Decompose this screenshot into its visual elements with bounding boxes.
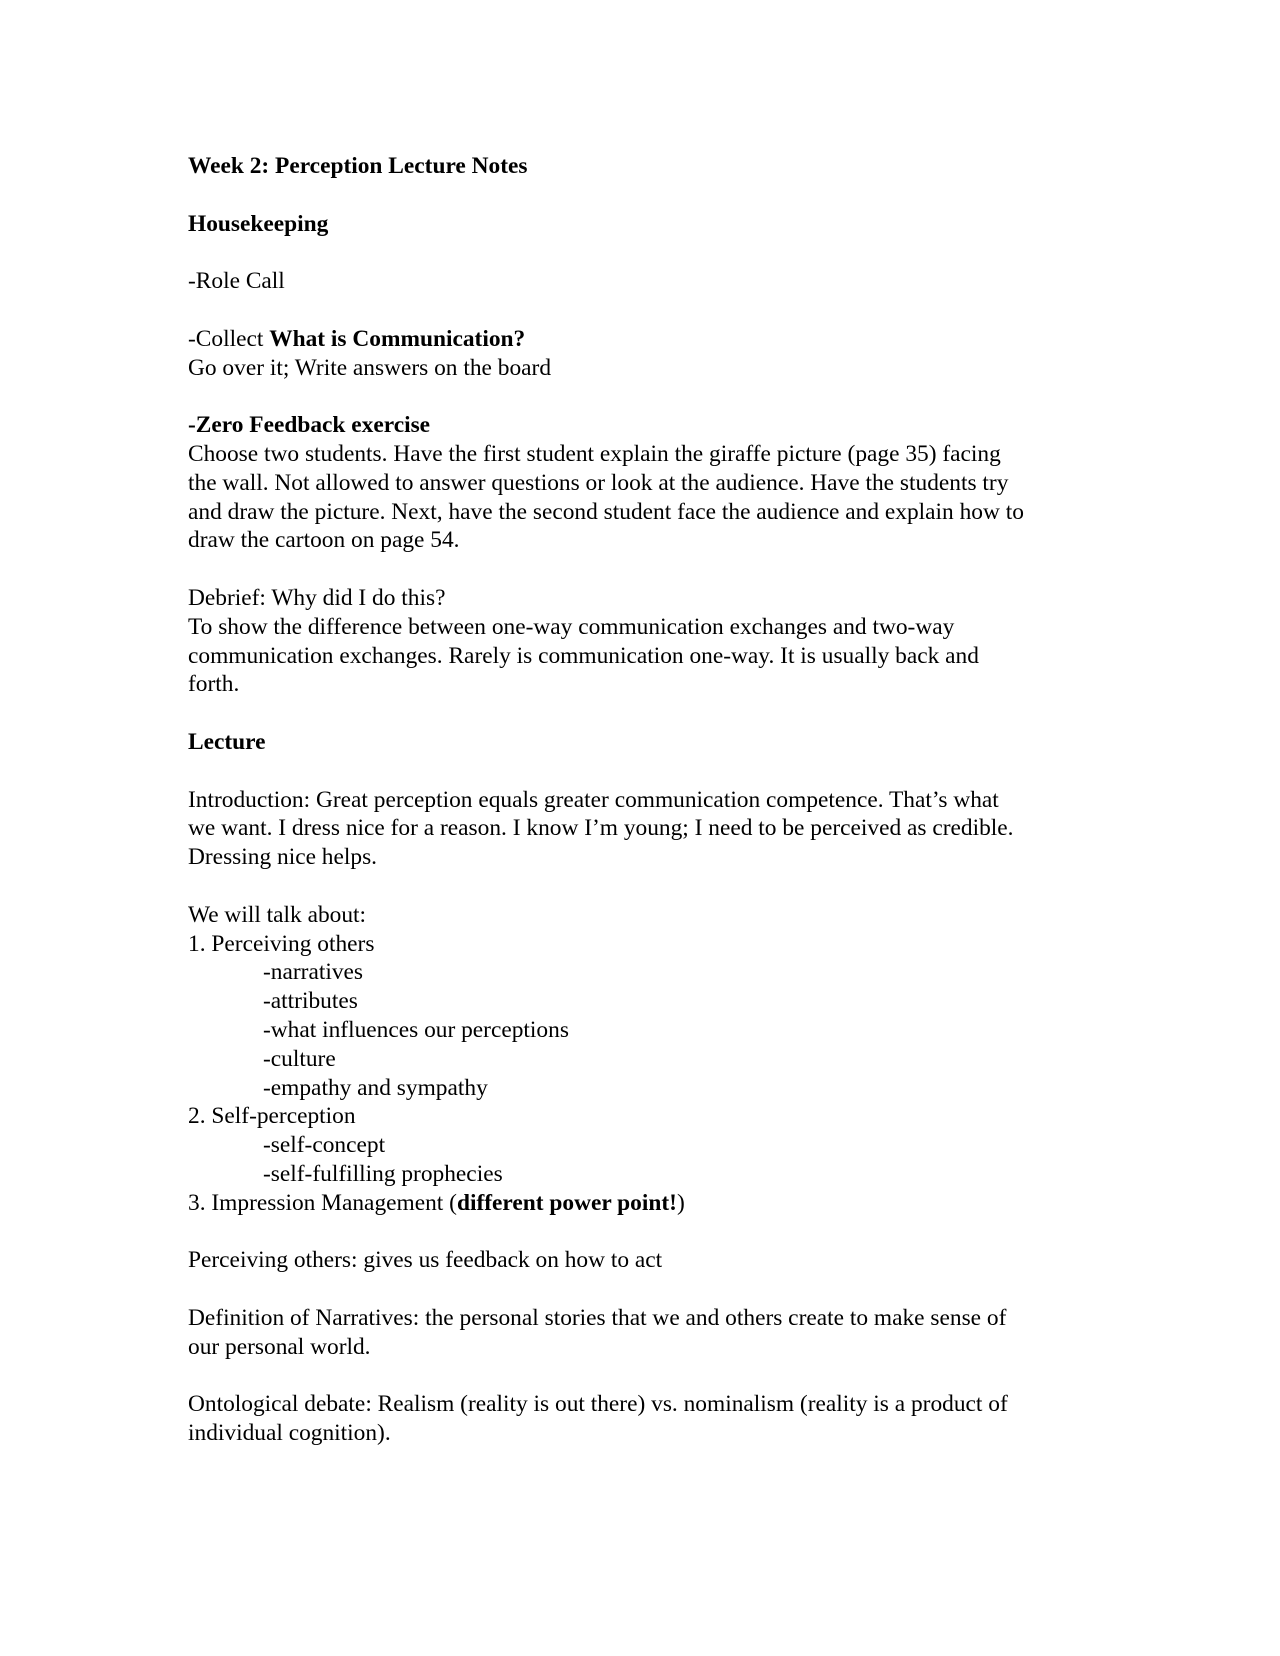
spacer bbox=[188, 1275, 1108, 1304]
introduction-line: Introduction: Great perception equals greater communication competence. That’s what bbox=[188, 786, 999, 813]
debrief-question: Debrief: Why did I do this? bbox=[188, 584, 446, 611]
zero-feedback-line: and draw the picture. Next, have the second student face the audience and explain how to bbox=[188, 498, 1024, 525]
introduction-line: we want. I dress nice for a reason. I know I’m young; I need to be perceived as credible. bbox=[188, 815, 1014, 842]
sub-item: -self-fulfilling prophecies bbox=[263, 1160, 503, 1187]
lecture-heading: Lecture bbox=[188, 728, 266, 755]
spacer bbox=[188, 238, 1108, 267]
item3-suffix: ) bbox=[676, 1189, 685, 1216]
spacer bbox=[188, 1361, 1108, 1390]
item3-prefix: 3. Impression Management ( bbox=[188, 1189, 457, 1216]
document-page bbox=[188, 152, 1108, 1448]
item3-bold-note: different power point! bbox=[456, 1189, 677, 1216]
sub-item: -attributes bbox=[263, 988, 358, 1015]
collect-bold-title: What is Communication? bbox=[269, 325, 526, 352]
sub-item: -self-concept bbox=[263, 1132, 386, 1159]
sub-item: -culture bbox=[263, 1045, 336, 1072]
spacer bbox=[188, 699, 1108, 728]
spacer bbox=[188, 757, 1108, 786]
sub-item: -what influences our perceptions bbox=[263, 1016, 569, 1043]
role-call-item: -Role Call bbox=[188, 268, 285, 295]
ontological-debate-line: Ontological debate: Realism (reality is out there) vs. nominalism (reality is a product of bbox=[188, 1391, 1008, 1418]
zero-feedback-title: Zero Feedback exercise bbox=[195, 412, 431, 439]
spacer bbox=[188, 296, 1108, 325]
zero-feedback-line: the wall. Not allowed to answer questions or look at the audience. Have the students try bbox=[188, 469, 1009, 496]
collect-item bbox=[188, 325, 1108, 354]
zero-feedback-line: draw the cartoon on page 54. bbox=[188, 527, 460, 554]
spacer bbox=[188, 872, 1108, 901]
narratives-definition-line: our personal world. bbox=[188, 1333, 371, 1360]
zero-feedback-heading bbox=[188, 411, 1108, 440]
debrief-line: communication exchanges. Rarely is communication one-way. It is usually back and bbox=[188, 642, 979, 669]
go-over-line: Go over it; Write answers on the board bbox=[188, 354, 552, 381]
list-item-impression-management bbox=[188, 1189, 1108, 1218]
collect-prefix: -Collect bbox=[188, 325, 270, 352]
spacer bbox=[188, 181, 1108, 210]
zero-feedback-line: Choose two students. Have the first student explain the giraffe picture (page 35) facing bbox=[188, 440, 1001, 467]
debrief-line: forth. bbox=[188, 671, 240, 698]
introduction-line: Dressing nice helps. bbox=[188, 844, 378, 871]
housekeeping-heading: Housekeeping bbox=[188, 210, 329, 237]
sub-item: -narratives bbox=[263, 959, 364, 986]
spacer bbox=[188, 1217, 1108, 1246]
sub-item: -empathy and sympathy bbox=[263, 1074, 488, 1101]
zero-feedback-dash: - bbox=[188, 412, 196, 439]
talk-about-line: We will talk about: bbox=[188, 901, 367, 928]
ontological-debate-line: individual cognition). bbox=[188, 1420, 391, 1447]
document-title: Week 2: Perception Lecture Notes bbox=[188, 153, 528, 179]
list-item-perceiving-others: 1. Perceiving others bbox=[188, 930, 375, 957]
spacer bbox=[188, 555, 1108, 584]
perceiving-others-line: Perceiving others: gives us feedback on how to act bbox=[188, 1247, 663, 1274]
narratives-definition-line: Definition of Narratives: the personal stories that we and others create to make sense of bbox=[188, 1304, 1007, 1331]
list-item-self-perception: 2. Self-perception bbox=[188, 1103, 356, 1130]
spacer bbox=[188, 382, 1108, 411]
debrief-line: To show the difference between one-way communication exchanges and two-way bbox=[188, 613, 955, 640]
